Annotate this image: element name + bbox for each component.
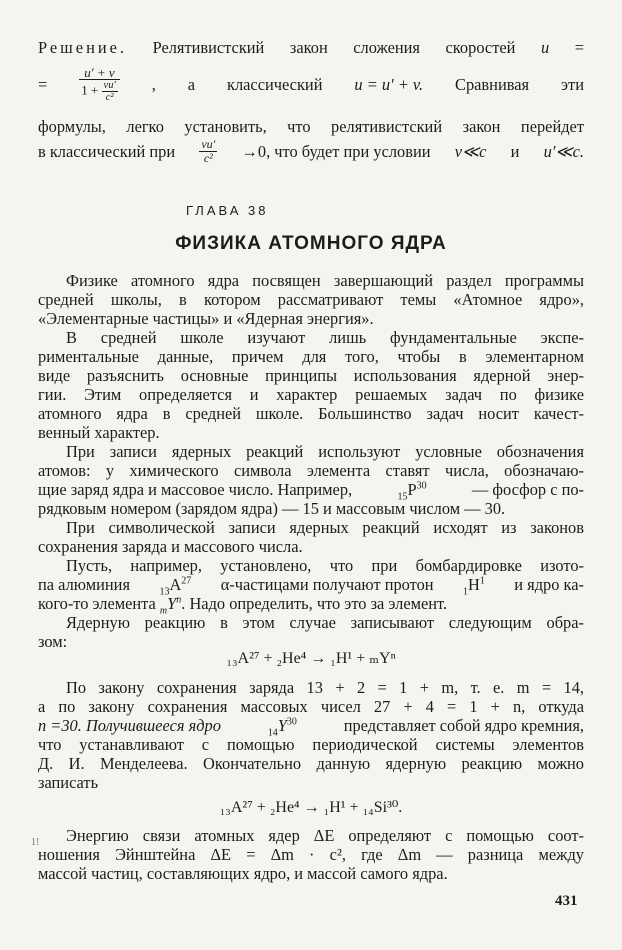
chapter-title: ФИЗИКА АТОМНОГО ЯДРА [175, 233, 447, 254]
solution-line-1 [38, 38, 584, 57]
p7-line-6: записать [38, 773, 99, 792]
y-mass: n [176, 594, 182, 606]
p6-line-1: Ядерную реакцию в этом случае записывают следующим обра- [66, 613, 584, 632]
p2-line-3: виде разъяснить основные принципы использования ядерной энер- [38, 366, 584, 385]
word-classic: классический [227, 74, 323, 94]
y-letter: Y [167, 594, 177, 613]
classic-formula: u = u′ + v. [354, 74, 424, 94]
p7-line-4: что устанавливают с помощью периодической системы элементов [38, 735, 584, 754]
p7-text-b: представляет собой ядро кремния, [343, 716, 584, 735]
y14-letter: Y [277, 716, 287, 735]
p2-line-6: венный характер. [38, 423, 160, 442]
aluminium-symbol [159, 575, 192, 598]
p-charge: 15 [397, 491, 408, 503]
relativistic-fraction [79, 66, 120, 103]
p2-line-2: риментальные данные, причем для того, чтобы в элементарном [38, 347, 584, 366]
limit-den: c² [203, 150, 213, 165]
p5-line-1: Пусть, например, установлено, что при бомбардировке изото- [66, 556, 584, 575]
p5-text-d: кого-то элемента [38, 594, 156, 613]
p3-line-1: При записи ядерных реакций используют условные обозначения [66, 442, 584, 461]
reaction-formula-1: ₁₃A²⁷ + ₂He⁴ → ₁H¹ + ₘYⁿ [226, 650, 396, 667]
p-mass: 30 [416, 480, 427, 492]
equals-sign: = [574, 38, 584, 57]
condition-u: u′≪c. [543, 141, 584, 161]
h-charge: 1 [463, 586, 469, 598]
p2-line-1: В средней школе изучают лишь фундаментальные экспе- [66, 328, 584, 347]
condition-v: v≪c [454, 141, 487, 161]
word-compare: Сравнивая [455, 74, 530, 94]
p8-line-2: ношения Эйнштейна ΔE = Δm · c², где Δm — разница между [38, 845, 584, 864]
paragraph-1 [38, 271, 584, 328]
al-charge: 13 [159, 586, 170, 598]
p3-line-2: атомов: у химического символа элемента ставят числа, обозначаю- [38, 461, 584, 480]
fraction-numerator: u′ + v [84, 64, 115, 80]
p2-line-5: атомного ядра в средней школе. Большинство задач носит качест- [38, 404, 584, 423]
phosphorus-symbol [397, 480, 427, 503]
limit-fraction [199, 138, 217, 165]
solution-line-2 [38, 56, 584, 112]
p8-line-1: Энергию связи атомных ядер ΔE определяют с помощью соот- [66, 826, 584, 845]
word-a: а [187, 74, 196, 94]
proton-symbol [463, 575, 485, 598]
fraction-denominator [79, 80, 120, 103]
p5-line-2 [38, 575, 584, 598]
p5-text-b: α-частицами получают протон [220, 575, 434, 594]
inner-num: vu′ [103, 79, 116, 91]
reaction-formula-2: ₁₃A²⁷ + ₂He⁴ → ₁H¹ + ₁₄Si³⁰. [219, 799, 403, 816]
h-mass: 1 [479, 575, 485, 587]
p5-text-a: па алюминия [38, 575, 130, 594]
p7-line-1: По закону сохранения заряда 13 + 2 = 1 + m, т. е. m = 14, [66, 678, 584, 697]
l4-text-a: в классический при [38, 141, 176, 161]
y14-mass: 30 [286, 716, 297, 728]
p3-text-b: — фосфор с по- [471, 480, 584, 499]
equals-sign-2: = [38, 74, 48, 94]
p7-line-2: а по закону сохранения массовых чисел 27 + 4 = 1 + n, откуда [38, 697, 584, 716]
margin-mark: 1! [31, 837, 40, 848]
p7-line-5: Д. И. Менделеева. Окончательно данную ядерную реакцию можно [38, 754, 584, 773]
p7-line-3 [38, 716, 584, 739]
solution-text: Релятивистский закон сложения скоростей [152, 38, 516, 57]
p5-text-c: и ядро ка- [514, 575, 584, 594]
limit-num: vu′ [201, 136, 216, 151]
p1-text-a: Физике атомного ядра посвящен завершающий раздел программы средней школы, в котором рассматривают темы «Атомное ядро», [38, 271, 584, 309]
inner-fraction [102, 80, 118, 103]
p7-text-a: n =30. Получившееся ядро [38, 716, 221, 735]
p3-line-4: рядковым номером (зарядом ядра) — 15 и массовым числом — 30. [38, 499, 506, 518]
den-one-plus: 1 + [81, 81, 99, 97]
h-letter: H [468, 575, 480, 594]
solution-line-4 [38, 134, 584, 168]
p4-line-1: При символической записи ядерных реакций исходят из законов [66, 518, 584, 537]
chapter-label: ГЛАВА 38 [186, 203, 269, 218]
y-charge: m [159, 605, 168, 617]
l4-and: и [510, 141, 520, 161]
p2-line-4: гии. Этим определяется и характер решаемых задач по физике [38, 385, 584, 404]
al-mass: 27 [181, 575, 192, 587]
unknown-element-symbol [159, 594, 182, 617]
p3-text-a: щие заряд ядра и массовое число. Например, [38, 480, 353, 499]
p6-line-2: зом: [38, 632, 68, 651]
solution-label: Решение. [38, 38, 127, 57]
p3-line-3 [38, 480, 584, 503]
p5-line-3 [38, 594, 584, 617]
page-number: 431 [555, 893, 578, 909]
al-letter: A [169, 575, 182, 594]
y14-charge: 14 [267, 727, 278, 739]
l4-text-b: →0, что будет при условии [241, 141, 431, 161]
p8-line-3: массой частиц, составляющих ядро, и массой самого ядра. [38, 864, 448, 883]
p1-text-b: «Элементарные частицы» и «Ядерная энергия». [38, 309, 374, 328]
p4-line-2: сохранения заряда и массового числа. [38, 537, 303, 556]
word-these: эти [561, 74, 584, 94]
var-u: u [540, 38, 550, 57]
solution-line-3: формулы, легко установить, что релятивистский закон перейдет [38, 117, 584, 136]
comma: , [151, 74, 156, 94]
p5-text-e: . Надо определить, что это за элемент. [181, 594, 448, 613]
inner-den: c² [105, 91, 114, 103]
p-letter: P [407, 480, 417, 499]
silicon-nucleus-symbol [267, 716, 297, 739]
